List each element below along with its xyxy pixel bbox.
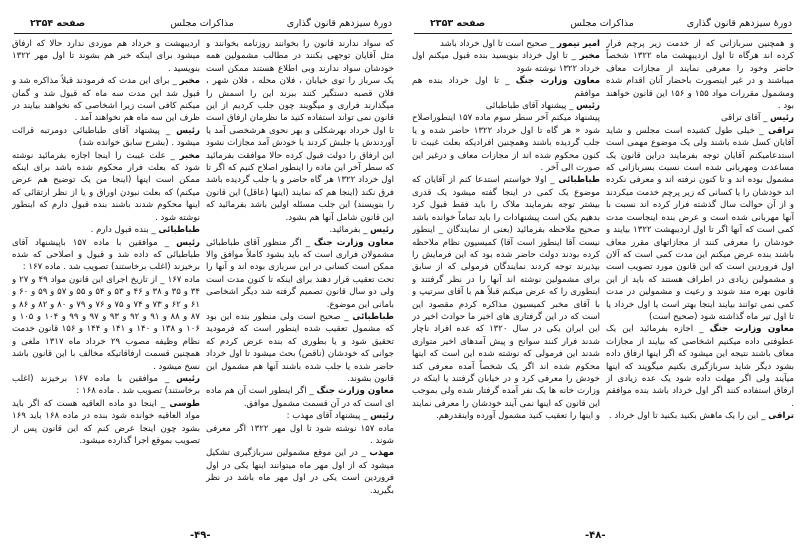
paragraph (206, 224, 394, 236)
speaker-name: رئیس (176, 237, 200, 248)
paragraph (12, 398, 200, 448)
period-title: دورهٔ سیزدهم قانون گذاری (286, 18, 392, 29)
paragraph-text: _ علت غیبت را اینجا اجازه بفرمائید نوشته شود که بعلت فرار محکوم شده باشد برای اینکه ممکن است اینها (اینجا من یک توضیح هم عرض میکنم) که بعلت نبودن اوراق و یا از نظر ارتقائی که اینها محکوم شدند باشند بنده قبول دارم که اینطور نوشته شود . (12, 150, 200, 223)
header-rule (414, 33, 792, 34)
paragraph-text: اردیبهشت و خرداد هم موردی ندارد حالا که ارفاق میشود برای اینکه خبر هم بشوند تا اول مهر ۱۳۲۲ بنویسید . (12, 39, 200, 74)
paragraph-text: _ برای این مدت که فرمودند قبلاً مذاکره شد و قبول شد این مدت سه ماه که قبول شد و گمان میکنم کافی است زیرا اشخاصی که نخواهند بیایند در ظرف این سه ماه هم نخواهند آمد . (12, 76, 200, 124)
paragraph-text: _ بفرمائید. (329, 225, 368, 236)
paragraph (412, 75, 600, 100)
page-footer-number: -۴۸- (585, 530, 606, 541)
period-title: دورهٔ سیزدهم قانون گذاری (686, 18, 792, 29)
paragraph (606, 125, 794, 324)
speaker-name: مخبر (579, 51, 600, 62)
paragraph (606, 112, 794, 124)
paragraph-text: _ موافقین با ماده ۱۶۷ برخیزند (اغلب برخاستند) تصویب شد . ماده ۱۶۸ : (12, 373, 200, 397)
paragraph-text: و همچنین سربازانی که از خدمت زیر پرچم فرار کرده اند هرگاه تا اول اردیبهشت ماه ۱۳۲۲ شخصاً حاضر وخود را معرفی نمایند از مجازات معاف میباشند و در غیر اینصورت باحضار آنان اقدام شده ومشمول مقررات مواد ۱۵۵ و ۱۵۶ این قانون خواهند بود . (606, 39, 794, 112)
paragraph (12, 38, 200, 75)
speaker-name: معاون وزارت جنگ (709, 324, 794, 335)
paragraph-text: _ آقای تراقی (721, 113, 768, 124)
speaker-name: طوسی (169, 398, 200, 409)
paragraph (12, 237, 200, 274)
speaker-name: طباطبائی (158, 225, 200, 236)
paragraph-text: _ صحیح است تا اول خرداد باشد (440, 39, 555, 49)
paragraph-text: _ اگر منظور آقای طباطبائی مشمولان فراری است که باید بشود کاملاً موافق والا ممکن است کسانی در این سربازی بوده اند و آنها را تحت تعقیب قرار دهند برای اینکه تا کنون مدت است ولی دو سال قانون تصمیم گرفته شد دیگر اشخاصی بامانی این موضوع. (206, 237, 394, 310)
paragraph (206, 410, 394, 422)
paragraph (206, 38, 394, 224)
page-2353 (400, 0, 800, 552)
journal-title: مذاکرات مجلس (570, 18, 634, 29)
speaker-name: معاون وزارت جنگ (314, 237, 394, 248)
speaker-name: رئیس (770, 113, 794, 124)
header-rule (14, 33, 392, 34)
paragraph-text: _ صحیح است ولی منظور بنده این بود که مشمول تعقیب شده اینطور است که فرمودید تحقیق شود و یا بطوری که بنده عرض کردم که جوانی که خودشان (ناقص) بحث میشود تا اول خرداد حاضر شده یا جلب شده باشند آنها هم مشمول این قانون بشوند. (206, 311, 394, 384)
paragraph-text: ماده ۱۵۷ نوشته شود تا اول مهر ۱۳۲۲ اگر معرفی شوند . (206, 423, 394, 446)
speaker-name: معاون وزارت جنگ (515, 76, 600, 87)
journal-title: مذاکرات مجلس (170, 18, 234, 29)
paragraph (12, 150, 200, 224)
paragraph-text: _ تا اول خرداد بنده هم موافقم (412, 76, 600, 99)
paragraph (412, 174, 600, 422)
speaker-name: مهذب (369, 448, 394, 459)
paragraph (12, 125, 200, 150)
speaker-name: رئیس (576, 101, 600, 112)
paragraph-text: _ موافقین با ماده ۱۵۷ باپیشنهاد آقای طباطبائی که داده شد و قبول و اصلاحی که شده برخیزند (اغلب برخاستند) تصویب شد . ماده ۱۶۷ : (12, 237, 200, 273)
paragraph (606, 323, 794, 410)
paragraph (412, 100, 600, 112)
text-column-left (12, 38, 200, 518)
paragraph (412, 112, 600, 174)
speaker-name: رئیس (370, 225, 394, 236)
paragraph-text: _ در این موقع مشمولین سربازگیری تشکیل میشود که از اول مهر ماه میتوانند اینها یکی در اول فروردین است یکی در اول مهر ماه باشد در نظر بگیرید. (206, 448, 394, 496)
paragraph-text: _ این را یک ماهش بکنید بکنید تا اول خرداد . (608, 411, 766, 422)
paragraph (206, 385, 394, 410)
page-number-label: صفحه ۲۳۵۴ (30, 18, 86, 29)
paragraph-text: که سواد ندارند قانون را بخوانند روزنامه بخوانند و مثل آقایان توجهی بکنند در مطالب مشمولین همه خودشان سواد ندارند وبی اطلاع هستند ممکن است یک سرباز را توی خیابان ، فلان محله ، فلان شهر ، فلان قصبه دستگیر کنند ببرند این را اسمش را میگذارند فراری و میگویند چون جلب کردیم از این قانون نمی تواند استفاده کنید ما نظرمان ارفاق است تا اول خرداد بهرشکلی و بهر نحوی هرشخصی آمد یا آوردندش یا جلبش کردند یا خودش آمد مجازات نشود این ارفاق را دولت قبول کرده حالا موافقت بفرمائید که سطر آخر این ماده را اینطور اصلاح کنیم که اگر تا اول خرداد ۱۳۲۲ هر گاه حاضر و یا جلب گردیده باشد فرق نکند (اینجا هم که نمایند (اینها (عاقل) این قانون را بنویسند) این جلب مسئله اولین باشد بفرمائید که این قانون شامل آنها هم بشود. (206, 39, 394, 223)
paragraph (12, 75, 200, 125)
paragraph (12, 373, 200, 398)
text-column-left (412, 38, 600, 518)
speaker-name: تراقی (768, 125, 794, 136)
paragraph (206, 423, 394, 448)
page-header (412, 18, 792, 32)
speaker-name: معاون وزارت جنگ (316, 386, 394, 397)
paragraph-text: _ اولا خواستم استدعا کنم از آقایان که موضوع یک کمی در اینجا گفته میشود یک قدری بیشتر توجه بفرمایند ملاک را باید فقط قبول کرد بدهیم یکن است پیشنهادات را باید تماماً خوانده باشد صحیح ملاحظه بفرمائید (بعنی از نمایندگان _ اینطور نیست آقا اینطور است آقا) کمیسیون نظام ملاحظه کرده بودند دولت حاضر شده بود که این فرمایش را بپذیرند توجه کردند نمایندگان فرمولی که از سابق برای مشمولین نوشته اند آنها را در نظر گرفتند و اینطوری را که عرض میکنم قبلاً هم با آقای سرتیپ و با آقای مخبر کمیسیون مذاکره کردم مقصود این است که در این گرفتاری های اخیر ما حوادث اخیر در این ایران یکی در سال ۱۳۲۰ که عده افراد ناچار شدند فرار کنند سوانح و پیش آمدهای اخیر متواری شدند این فرمولی که نوشته شده این است که اینها محکوم شده اند اگر یک شخصاً آمده معرفی کند خودش را معرفی کرد و در خیابان گرفتند یا اینکه در وزارت خانه ها یک نفر آمده گرفتار شده ولی بموجب این قانون که اینها نمی آیند خودشان را معرفی نمایند و اینها را تعقیب کنید مشمول آورده واینقدرهم. (412, 175, 600, 422)
speaker-name: مخبر (179, 150, 200, 161)
speaker-name: رئیس (176, 125, 200, 136)
paragraph-text: _ اینجا دو ماده العاقیه هست که اگر باید مواد العاقیه خوانده شود بنده در ماده ۱۶۸ باید ۱۶۹ بشود چون اینجا عرض کنم که این قانون پس از تصویب بموقع اجرا گذارده میشود. (12, 398, 200, 446)
paragraph (206, 311, 394, 385)
page-header (12, 18, 392, 32)
paragraph (12, 274, 200, 373)
page-footer-number: -۴۹- (190, 530, 211, 541)
speaker-name: رئیس (370, 411, 394, 422)
paragraph-text: _ بنده قبول دارم . (90, 225, 156, 236)
page-number-label: صفحه ۲۳۵۳ (430, 18, 486, 29)
paragraph-text: _ اجازه بفرمائید این یک عطوفتی داده میکنیم اشخاصی که بیایند از مجازات معاف باشند نتیجه این میشود که اگر اینها ارفاق داده بشود دیگر شاید سربازگیری بکنیم میگویند که اینها میآیند ولی اگر مهلت داده شود یک عده زیادی از ارفاق استفاده کنند اگر اول خرداد باشد بنده موافقم . (606, 324, 794, 409)
paragraph (606, 410, 794, 422)
speaker-name: طباطبائی (558, 175, 600, 186)
paragraph (412, 50, 600, 75)
paragraph-text: _ اگر اینطور است آن هم ماده ای است که در آن قسمت مشمول موافق. (206, 386, 394, 409)
speaker-name: طباطبائی (352, 311, 394, 322)
speaker-name: رئیس (176, 373, 200, 384)
paragraph-text: _ پیشنهاد آقای طباطبائی (485, 101, 574, 112)
speaker-name: امیر تیمور (557, 39, 600, 49)
paragraph-text: _ خیلی طول کشیده است مجلس و شاید آقایان کسل شده باشند ولی یک موضوع مهمی است استدعامیکنم آقایان توجه بفرمایند دراین قانون یک مساعدت ومهربانی شده است نسبت بسربازانی که مشمول بوده اند و تا کنون نرفته اند و معرفی نکرده اند خودشان را یا کسانی که زیر پرچم خدمت میکردند و از آن حوالت سال گذشته فرار کرده اند نسبت با آنها مهربانی شده است و عرض بنده اینجاست مدت کمی است که آنها اگر تا اول اردیبهشت ۱۳۲۲ بیایند و خودشان را معرفی کنند از مجازاتهای مقرر معاف باشند بنده عرض میکنم این مدت کمی است که آلان اول فروردین است که این قانون مورد تصویب است و مشمولین زیادی در اطراف هستند که باید از این قانون بهره مند شوند و رعیت و مشمولین در مدت کمی نمی توانند بیایند اینجا بهتر است یا اول خرداد یا تا اول تیر ماه گذاشته شود (صحیح است) (606, 125, 794, 322)
paragraph (412, 38, 600, 50)
speaker-name: مخبر (179, 76, 200, 87)
paragraph-text: _ تا اول خرداد بنویسید بنده قبول میکنم اول خرداد ۱۳۲۲ نوشته شود (412, 51, 600, 74)
paragraph (606, 38, 794, 112)
speaker-name: تراقی (768, 411, 794, 422)
paragraph-text: پیشنهاد میکنم آخر سطر سوم ماده ۱۵۷ اینطوراصلاح شود « هر گاه تا اول خرداد ۱۳۲۲ حاضر شده و یا جلب گردیده باشند وهمچنین افرادیکه بعلت غیبت تا کنون محکوم شده اند از مجازات معاف و درغیر این صورت الی آخر . (412, 113, 600, 174)
text-column-right (206, 38, 394, 518)
paragraph (206, 237, 394, 311)
paragraph (12, 224, 200, 236)
paragraph (206, 447, 394, 497)
paragraph-text: ماده ۱۶۷ _ از تاریخ اجرای این قانون مواد ۴۹ و ۲۷ و ۳۴ و ۳۵ و ۳۸ و ۴۶ و ۵۳ و ۵۴ و ۵۵ و ۵۷ و ۵۹ و ۶۰ و ۶۱ و ۶۲ و ۷۳ و ۷۴ و ۷۵ و ۷۶ و ۷۹ و ۸۰ و ۸۲ و ۸۶ و ۸۷ و ۸۸ و ۹۱ و ۹۲ و ۹۳ و ۹۷ و ۹۹ و ۱۰۴ و ۱۰۵ و ۱۰۶ و ۱۳۸ و ۱۴۰ و ۱۴۱ و ۱۴۴ و ۱۵۶ قانون خدمت نظام وظیفه مصوب ۲۹ خرداد ماه ۱۳۱۷ ملغی و همچنین قسمت ارفاقاتیکه مخالف با این قانون باشد نسخ میشود . (12, 274, 200, 372)
paragraph-text: _ پیشنهاد آقای طباطبائی دومرتبه قرائت میشود . (بشرح سابق خوانده شد) (12, 125, 200, 149)
paragraph-text: _ پیشنهاد آقای مهذب : (286, 411, 368, 422)
text-column-right (606, 38, 794, 518)
